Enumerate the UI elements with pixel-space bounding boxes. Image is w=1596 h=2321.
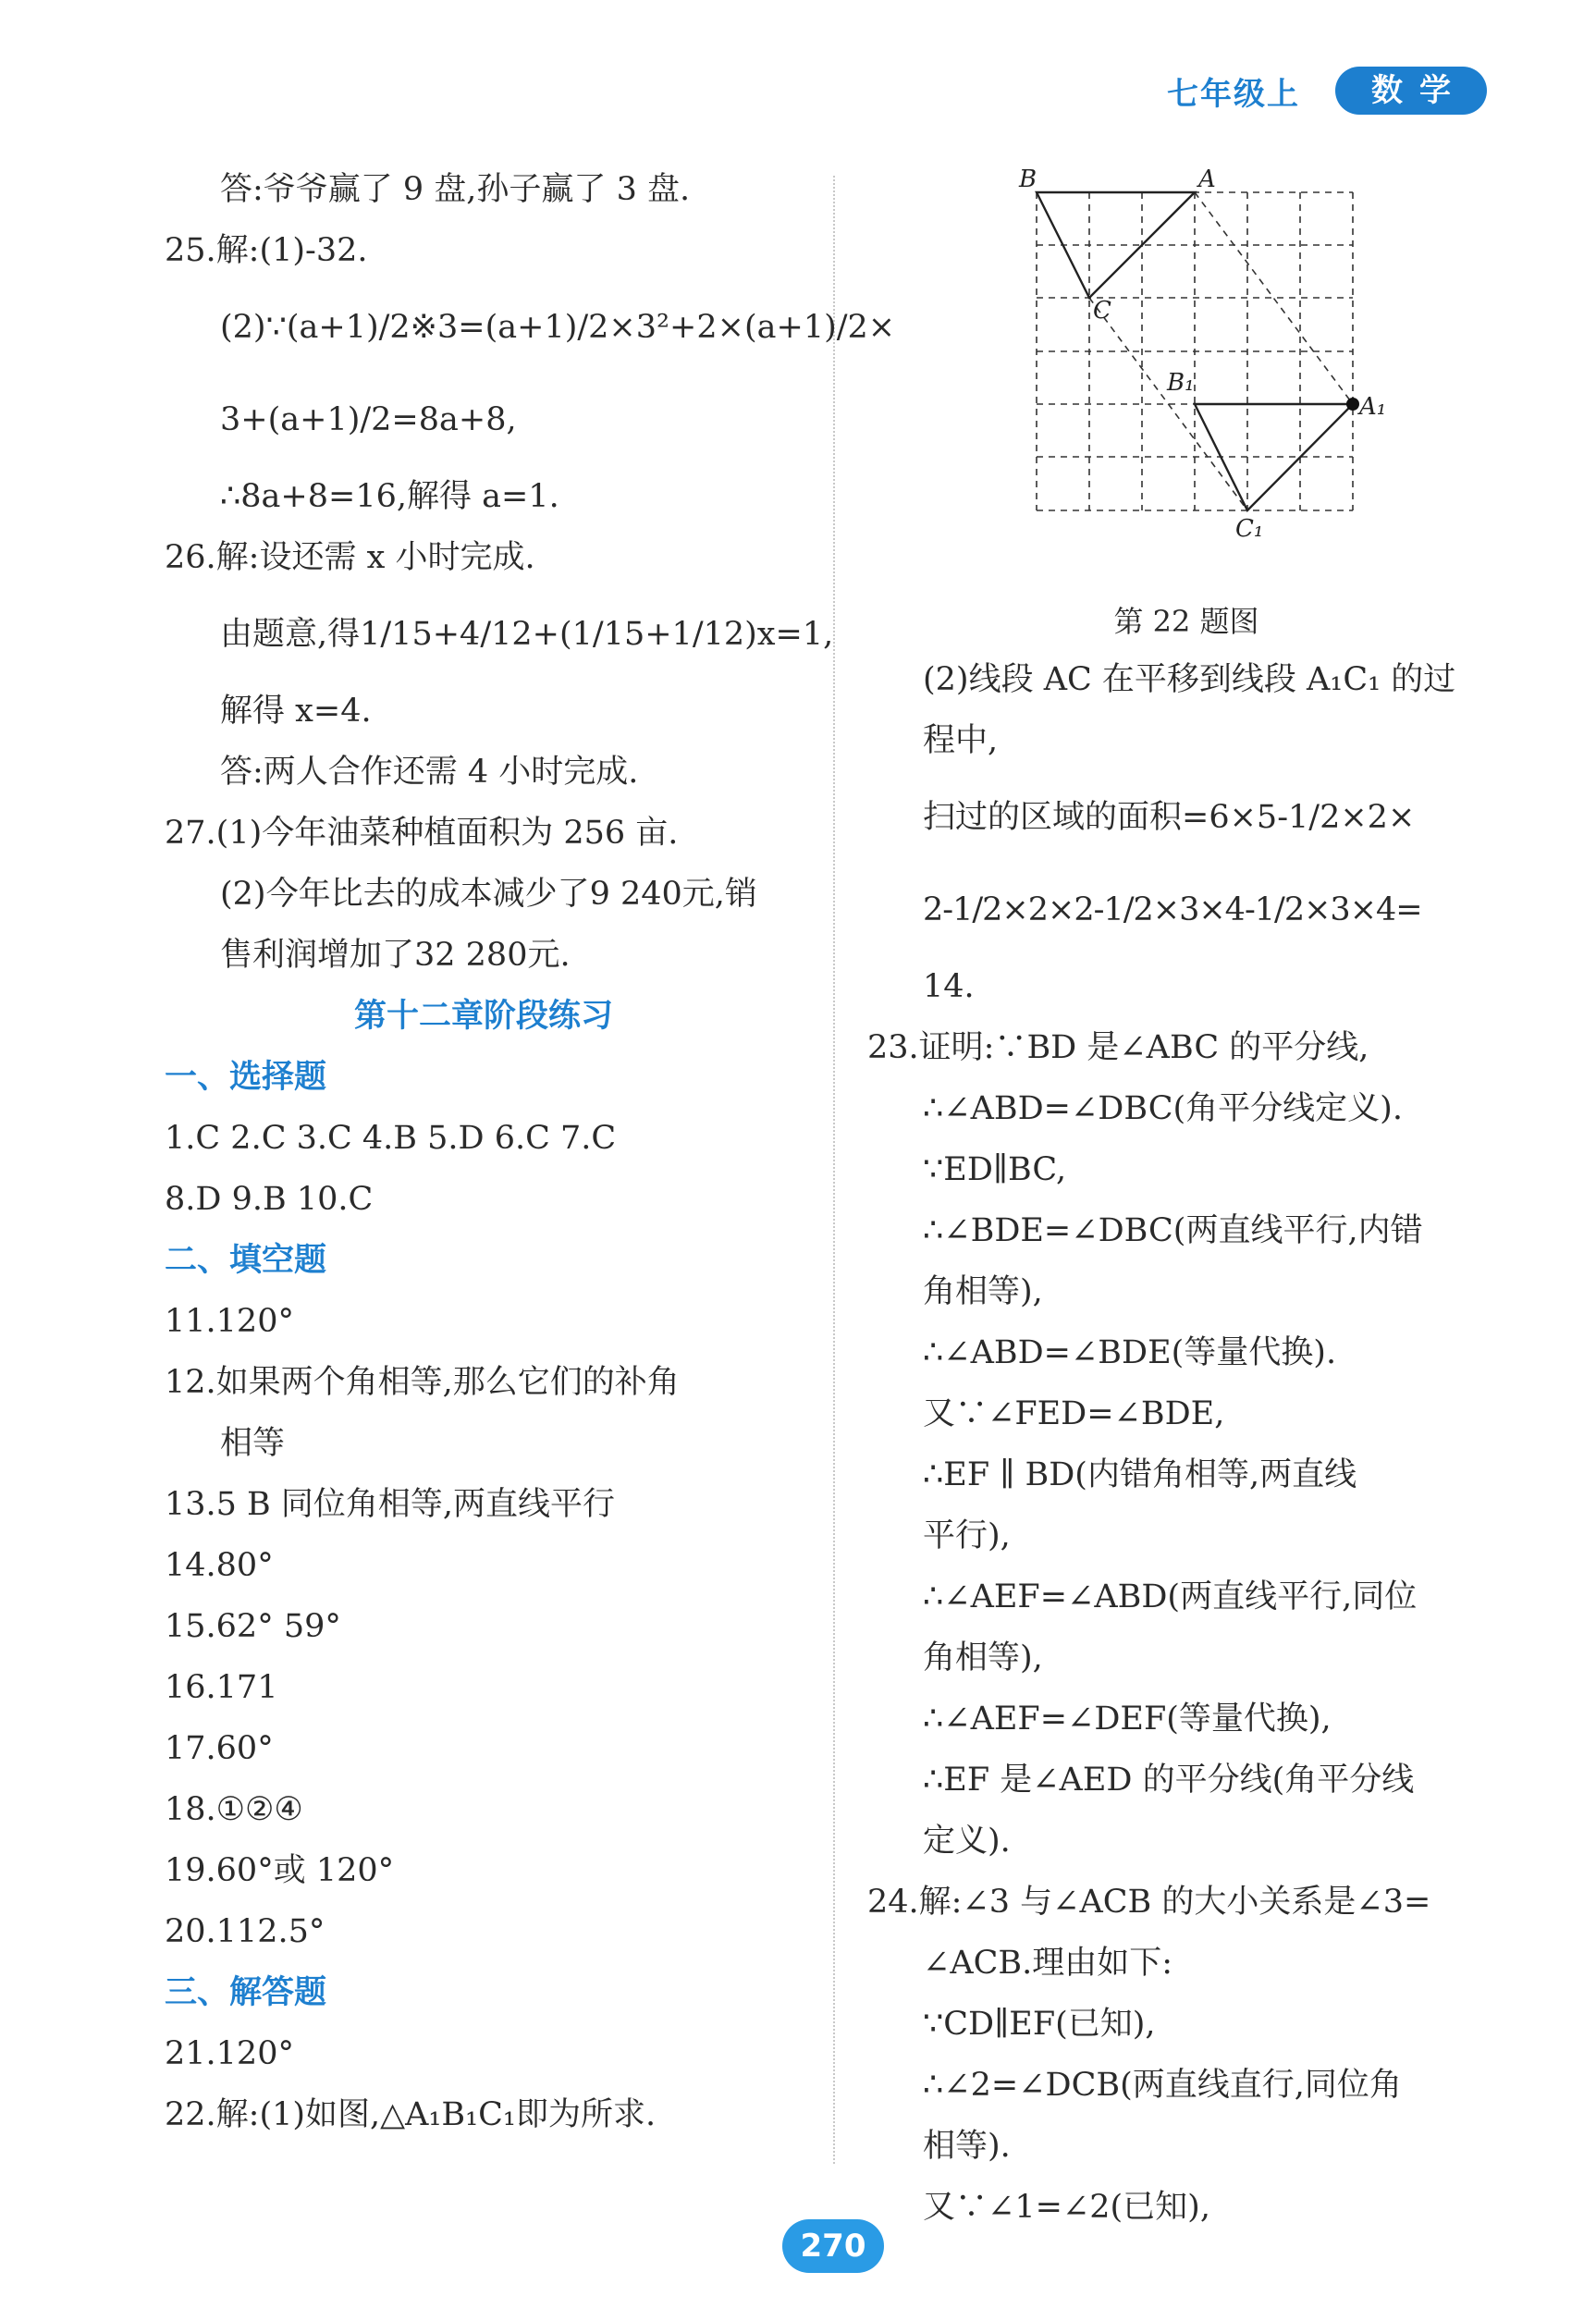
answer-line: (2)今年比去的成本减少了9 240元,销 (220, 876, 757, 913)
proof-line: ∴∠BDE=∠DBC(两直线平行,内错 (923, 1212, 1423, 1249)
proof-line: 角相等), (923, 1639, 1043, 1676)
proof-line: 相等). (923, 2128, 1011, 2165)
figure-22 (867, 159, 1505, 594)
proof-line: 角相等), (923, 1273, 1043, 1310)
equation-line: 3+(a+1)/2=8a+8, (220, 401, 517, 438)
proof-line: ∵ED∥BC, (923, 1151, 1067, 1188)
equation-line: 由题意,得1/15+4/12+(1/15+1/12)x=1, (220, 616, 834, 653)
proof-line: ∴∠AEF=∠ABD(两直线平行,同位 (923, 1578, 1418, 1615)
proof-line: ∴∠ABD=∠BDE(等量代换). (923, 1334, 1337, 1371)
proof-line: ∠ACB.理由如下: (923, 1945, 1173, 1982)
label-b: B (1019, 166, 1037, 193)
label-c1: C₁ (1235, 515, 1264, 543)
section-heading: 一、选择题 (165, 1059, 327, 1096)
dashed-grid (1037, 192, 1353, 510)
choice-answers: 1.C 2.C 3.C 4.B 5.D 6.C 7.C (165, 1120, 617, 1157)
proof-line: ∴∠AEF=∠DEF(等量代换), (923, 1701, 1332, 1738)
section-heading: 二、填空题 (165, 1242, 327, 1279)
fill-answer: 11.120° (165, 1303, 294, 1340)
label-a1: A₁ (1359, 393, 1387, 421)
choice-answers: 8.D 9.B 10.C (165, 1181, 374, 1218)
fill-answer: 13.5 B 同位角相等,两直线平行 (165, 1486, 616, 1523)
proof-line: 又∵∠1=∠2(已知), (923, 2189, 1210, 2226)
grid-figure (867, 159, 1505, 594)
equation-line: 扫过的区域的面积=6×5-1/2×2× (923, 799, 1416, 836)
label-c: C (1093, 297, 1111, 325)
problem-27: 27.(1)今年油菜种植面积为 256 亩. (165, 815, 679, 852)
label-a: A (1198, 166, 1216, 193)
fill-answer: 17.60° (165, 1730, 274, 1767)
figure-caption: 第 22 题图 (1113, 604, 1259, 639)
proof-line: ∴EF ∥ BD(内错角相等,两直线 (923, 1456, 1357, 1493)
answer-line: 答:爷爷赢了 9 盘,孙子赢了 3 盘. (220, 171, 691, 208)
problem-26: 26.解:设还需 x 小时完成. (165, 539, 535, 576)
section-heading: 三、解答题 (165, 1974, 327, 2011)
solution-line: (2)线段 AC 在平移到线段 A₁C₁ 的过 (923, 661, 1456, 698)
proof-line: ∴∠ABD=∠DBC(角平分线定义). (923, 1090, 1403, 1127)
column-divider (833, 176, 835, 2164)
equation-line: ∴8a+8=16,解得 a=1. (220, 478, 559, 515)
grade-label: 七年级上 (1167, 76, 1300, 113)
chapter-title: 第十二章阶段练习 (353, 998, 613, 1035)
fill-answer: 16.171 (165, 1669, 278, 1706)
proof-line: ∵CD∥EF(已知), (923, 2006, 1156, 2043)
fill-answer: 相等 (220, 1425, 286, 1462)
fill-answer: 12.如果两个角相等,那么它们的补角 (165, 1364, 680, 1401)
fill-answer: 19.60°或 120° (165, 1852, 395, 1889)
equation-line: (2)∵(a+1)/2※3=(a+1)/2×3²+2×(a+1)/2× (220, 309, 896, 346)
page-number: 270 (782, 2219, 884, 2273)
solution-answer: 22.解:(1)如图,△A₁B₁C₁即为所求. (165, 2096, 657, 2133)
answer-line: 答:两人合作还需 4 小时完成. (220, 754, 639, 791)
equation-line: 解得 x=4. (220, 693, 372, 730)
proof-line: 又∵∠FED=∠BDE, (923, 1395, 1225, 1432)
answer-line: 售利润增加了32 280元. (220, 937, 571, 974)
left-column (165, 159, 896, 2145)
proof-line: ∴EF 是∠AED 的平分线(角平分线 (923, 1762, 1415, 1799)
problem-23: 23.证明:∵BD 是∠ABC 的平分线, (867, 1029, 1369, 1066)
fill-answer: 20.112.5° (165, 1913, 325, 1950)
right-column (867, 159, 1505, 2238)
point-a1 (1346, 398, 1359, 411)
equation-line: 2-1/2×2×2-1/2×3×4-1/2×3×4= (923, 891, 1422, 928)
fill-answer: 15.62° 59° (165, 1608, 341, 1645)
solution-answer: 21.120° (165, 2035, 294, 2072)
proof-line: 平行), (923, 1517, 1011, 1554)
fill-answer: 14.80° (165, 1547, 274, 1584)
problem-24: 24.解:∠3 与∠ACB 的大小关系是∠3= (867, 1884, 1431, 1921)
subject-badge: 数学 (1335, 67, 1487, 115)
problem-25: 25.解:(1)-32. (165, 232, 368, 269)
solution-line: 程中, (923, 722, 999, 759)
equation-line: 14. (923, 968, 975, 1005)
label-b1: B₁ (1167, 369, 1195, 397)
proof-line: 定义). (923, 1823, 1011, 1860)
proof-line: ∴∠2=∠DCB(两直线直行,同位角 (923, 2067, 1402, 2104)
fill-answer: 18.①②④ (165, 1791, 303, 1828)
